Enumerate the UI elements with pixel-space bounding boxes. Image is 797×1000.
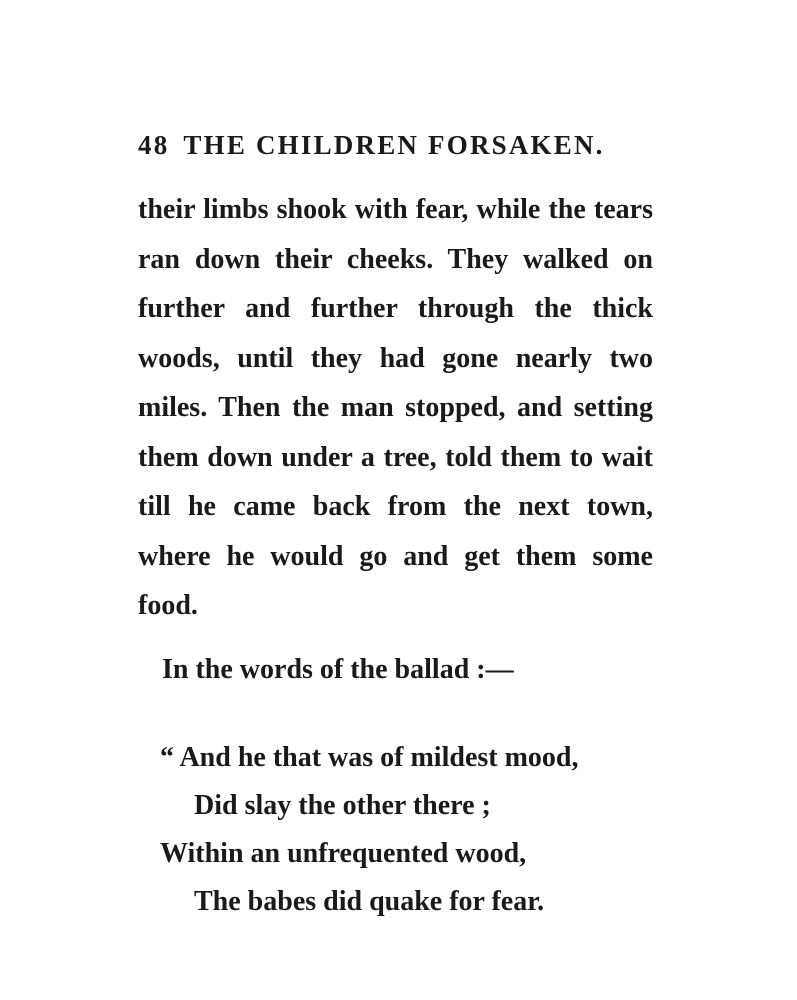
prose-line: ran down their cheeks. They walked on <box>138 243 653 275</box>
chapter-title: THE CHILDREN FORSAKEN. <box>183 130 605 160</box>
prose-line: till he came back from the next town, <box>138 491 653 522</box>
ballad-intro: In the words of the ballad :— <box>162 654 514 685</box>
prose-line: miles. Then the man stopped, and setting <box>138 392 653 423</box>
page-number: 48 <box>138 130 170 160</box>
prose-line: further and further through the thick <box>138 293 653 324</box>
verse-line: Within an unfrequented wood, <box>160 838 527 869</box>
verse-line: Did slay the other there ; <box>194 790 491 821</box>
prose-line: them down under a tree, told them to wait <box>138 441 653 473</box>
ballad-verse <box>160 738 640 930</box>
verse-line: “ And he that was of mildest mood, <box>160 742 579 773</box>
prose-line: food. <box>138 590 198 621</box>
prose-line: their limbs shook with fear, while the tears <box>138 194 653 225</box>
prose-paragraph <box>138 190 653 636</box>
prose-line: where he would go and get them some <box>138 540 653 572</box>
prose-line: woods, until they had gone nearly two <box>138 342 653 374</box>
verse-line: The babes did quake for fear. <box>194 886 545 917</box>
running-head <box>138 130 658 161</box>
